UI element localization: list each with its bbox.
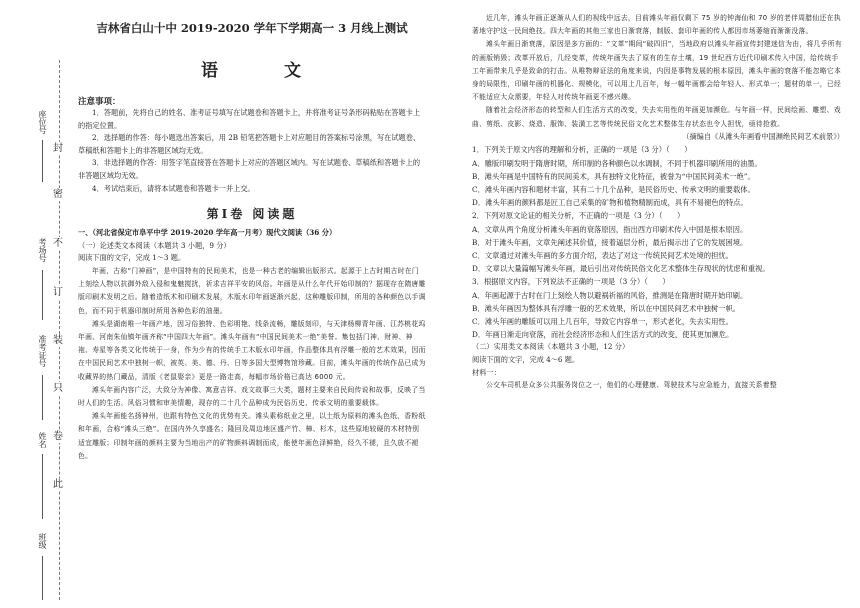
instruction: 阅读下面的文字，完成 1～3 题。: [78, 253, 186, 263]
passage-paragraph: 滩头年画能名扬神州，也跟有特色文化的优势有关。滩头素称纸业之里，以土纸为原料的滩头色纸、香粉纸和年画，合称“滩头三绝”。在国内外久享盛名；隆回及周边地区盛产竹、樟、杉木，这些原地较硬的木材特别适宜雕版；印制年画的颜料主要为当地出产的矿物颜料调制而成，能使年画色泽鲜艳，经久不褪，且久放不褪色。: [78, 412, 426, 460]
name-label: 姓名: [38, 432, 47, 448]
seal-char: 密: [53, 189, 63, 200]
seal-char: 卷: [53, 431, 63, 442]
seal-char: 只: [53, 383, 63, 394]
answer-option: C．文章通过对滩头年画的多方面介绍，表达了对这一传统民间艺术处境的担忧。: [472, 251, 733, 261]
question-3: [472, 275, 844, 341]
passage-paragraph: 近几年，滩头年画正逐渐从人们的视线中远去，目前滩头年画仅剩下 75 岁的钟海仙和 70 岁的老伴周腊仙还在执著地守护这一民间绝技。四大年画的其他三家也日渐衰落，制版、套印年画的传人都因市场萎缩而渐渐没落。: [472, 14, 841, 36]
exam-room-field[interactable]: [42, 270, 43, 320]
answer-option: C．滩头年画内容和题材丰富，其有二十几个品种，是民俗历史、传承文明的重要载体。: [472, 185, 755, 195]
seat-number-field[interactable]: [42, 140, 43, 182]
ticket-number-field[interactable]: [42, 375, 43, 420]
seal-char: 此: [53, 479, 63, 490]
note-item: 4．考试结束后，请将本试题卷和答题卡一并上交。: [92, 183, 255, 193]
passage-paragraph: 滩头是湖南唯一年画产地，因习俗独特、色彩明艳、线条流畅，雕版刻印，与天津杨柳青年画、江苏桃花坞年画、河南朱仙镇年画齐称“中国四大年画”。滩头年画有“中国民间美术一绝”美誉。集包括门神、财神、神袍、寿星等各类文化传统于一身，作为少有的传统手工木版水印年画，作品整体具有浮雕一般的艺术效果，因而在中国民间艺术中独树一帜，被英、美、德、丹、日等多国大型博物馆珍藏。目前，滩头年画的传统作品已成为收藏界的热门藏品，清版《老鼠娶亲》更是一路走高，每幅市场价格已高达 6000 元。: [78, 319, 426, 381]
answer-option: B．对于滩头年画，文章先阐述其价值，接着逼层分析，最后揭示出了它的发展困境。: [472, 237, 748, 247]
question-stem: 1．下列关于原文内容的理解和分析，正确的一项是（3 分）（ ）: [472, 145, 692, 155]
answer-option: B．滩头年画是中国特有的民间美术，具有独特文化特征，被誉为“中国民间美术一绝”。: [472, 171, 755, 181]
seat-number-label: 座位号: [38, 110, 47, 134]
subsection-heading: （二）实用类文本阅读（本题共 3 小题，12 分）: [472, 342, 630, 352]
name-field[interactable]: [42, 454, 43, 519]
note-item: 2．选择题的作答：每小题选出答案后，用 2B 铅笔把答题卡上对应题目的答案标号涂黑，写在试题卷、草稿纸和答题卡上的非答题区域均无效。: [78, 133, 421, 155]
answer-option: A．雕版印刷发明于隋唐时期，所印制的各种颜色以水调制，不同于机器印刷所用的油墨。: [472, 158, 762, 168]
seal-char: 订: [53, 287, 63, 298]
part-heading: 一、（河北省保定市阜平中学 2019-2020 学年高一月考）现代文阅读（36 分）: [78, 228, 337, 238]
passage-paragraph: 滩头年画日渐衰落，原因是多方面的：“文革”期间“破四旧”，当地政府以滩头年画宣传封建迷信为由，将几乎所有的画版销毁；改革开放后，几经变革，传统年画失去了原有的生存土壤，19 世纪西方近代印刷术传入中国，给传统手工年画带来几乎是致命的打击。从唯物辩证法的角度来说，内因是事物发展的根本原因，滩头年画的衰落不能忽略它本身的局限性，印刷年画的机器化、规模化，可以用上几百年，每一幅年画都会给年轻人、形式单一；题材的单一，已经不能适应大众需要，年轻人对传统年画更不感兴趣。: [472, 40, 842, 102]
answer-option: C．滩头年画的雕版可以用上几百年，导致它内容单一，形式老化，失去实用性。: [472, 317, 733, 327]
seal-line: [59, 60, 60, 600]
question-2: [472, 209, 844, 275]
left-column: [78, 12, 426, 463]
exam-room-label: 考场号: [38, 238, 47, 262]
subject-title: 语 文: [201, 61, 331, 81]
section-heading: 第Ⅰ卷 阅读题: [206, 207, 298, 222]
instruction: 阅读下面的文字，完成 4～6 题。: [472, 355, 580, 365]
right-column: [472, 12, 844, 392]
seal-char: 不: [53, 238, 63, 249]
seal-char: 装: [53, 335, 63, 346]
answer-option: D．年画日渐走向衰落，而社会经济形态和人们生活方式的改变，使其更加濒危。: [472, 330, 734, 340]
question-stem: 2．下列对原文论证的相关分析，不正确的一项是（3 分）（ ）: [472, 211, 685, 221]
binding-strip: [0, 0, 76, 608]
answer-option: D．文章以大量篇幅写滩头年画，最后引出对传统民俗文化艺术整体生存现状的忧虑和重视。: [472, 264, 770, 274]
notes-heading: 注意事项：: [78, 97, 121, 107]
passage-paragraph: 公交车司机是众多公共服务岗位之一，他们的心理健康、驾驶技术与应急能力，直接关系着整: [486, 381, 777, 390]
subsection-heading: （一）论述类文本阅读（本题共 3 小题，9 分）: [78, 240, 231, 250]
passage-paragraph: 滩头年画内容广泛，大致分为神像、寓意吉祥、戏文故事三大类，题材主要来自民间传说和故事，反映了当时人们的生活、风俗习惯和审美情趣，现存的二十几个品种成为民俗历史、传承文明的重要载体。: [78, 385, 426, 407]
question-stem: 3．根据原文内容，下列说法不正确的一项是（3 分）（ ）: [472, 277, 670, 287]
note-item: 3．非选择题的作答：用签字笔直接答在答题卡上对应的答题区域内。写在试题卷、草稿纸和答题卡上的非答题区域均无效。: [78, 158, 421, 180]
seal-char: 封: [53, 143, 63, 154]
passage-source: （摘编自《从滩头年画看中国濒绝民间艺术前景》）: [682, 131, 844, 141]
ticket-number-label: 准考证号: [38, 335, 47, 367]
question-1: [472, 143, 844, 209]
answer-option: D．滩头年画的颜料都是匠工自己采集的矿物和植物精制而成，具有不易褪色的特点。: [472, 198, 748, 208]
note-item: 1．答题前，先将自己的姓名、准考证号填写在试题卷和答题卡上，并将准考证号条形码粘贴在答题卡上的指定位置。: [78, 108, 421, 130]
passage-paragraph: 年画，古称“门神画”，是中国特有的民间美术，也是一种古老的编辑出版形式。起源于上古时期古时在门上刻绘人物以抗御外敌入侵和鬼魅搅扰，祈求吉祥平安的风俗。年画是从什么年代开始印制的？据现存在隋唐雕版印刷术发明之后。随着造纸术和印刷术发展，木版水印年画逐渐兴起，这种雕版印制，所用的各种颜色以手调色，而不同于机器印制时所用各种色彩的油墨。: [78, 266, 426, 315]
answer-option: B．滩头年画因为整体具有浮雕一般的艺术效果，所以在中国民间艺术中独树一帜。: [472, 303, 741, 313]
class-field[interactable]: [42, 556, 43, 600]
exam-title: 吉林省白山十中 2019-2020 学年下学期高一 3 月线上测试: [96, 21, 408, 35]
answer-option: A．年画起源于古时在门上刻绘人物以避祸祈福的风俗，推测是在隋唐时期开始印刷。: [472, 290, 748, 300]
answer-option: A．文章从两个角度分析滩头年画的衰落原因，指出西方印刷术传入中国是根本原因。: [472, 224, 748, 234]
material-label: 材料一：: [472, 367, 501, 377]
passage-paragraph: 随着社会经济形态的转型和人们生活方式的改变，失去实用性的年画更加濒危。与年画一样，民间绘画、雕塑、戏曲、剪纸、皮影、烧造、服饰、装潢工艺等传统民俗文化艺术整体生存状态也令人担忧，亟待抢救。: [472, 106, 841, 128]
class-label: 班级: [38, 533, 47, 549]
